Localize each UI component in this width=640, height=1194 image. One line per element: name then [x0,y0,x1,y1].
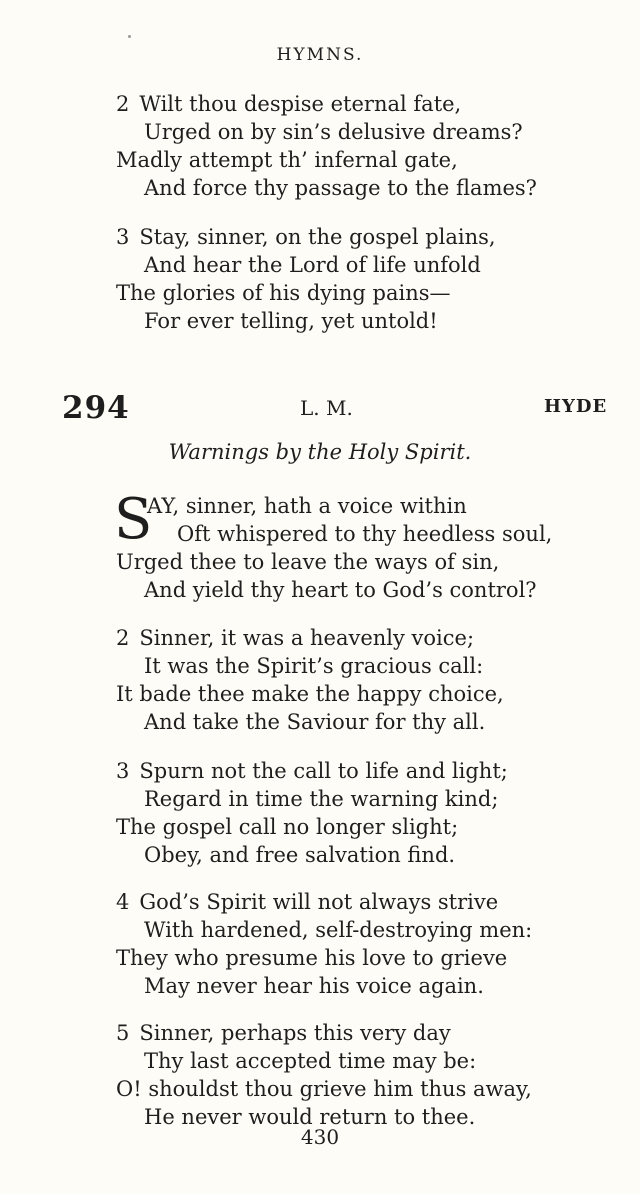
stanza-line: AY, sinner, hath a voice within [147,494,467,518]
stanza-number: 3 [116,225,130,249]
stanza-line-text: Wilt thou despise eternal fate, [139,92,462,116]
stanza-line [116,90,461,118]
stanza-line: For ever telling, yet untold! [144,309,438,333]
stanza-number: 2 [116,92,130,116]
stanza-line: Urged thee to leave the ways of sin, [116,550,500,574]
stanza-line: And force thy passage to the flames? [144,176,537,200]
stanza-line: They who presume his love to grieve [116,946,508,970]
stanza-line: It bade thee make the happy choice, [116,682,504,706]
stanza-line [116,757,508,785]
stanza-line [116,1019,451,1047]
stanza-line: The glories of his dying pains— [116,281,451,305]
stanza-line: May never hear his voice again. [144,974,484,998]
hymn-header [0,390,640,434]
stanza-line: And take the Saviour for thy all. [144,710,486,734]
stanza-line: O! shouldst thou grieve him thus away, [116,1077,532,1101]
stanza-line: It was the Spirit’s gracious call: [144,654,484,678]
stanza-line: The gospel call no longer slight; [116,815,459,839]
stanza-line: And hear the Lord of life unfold [144,253,481,277]
stanza-number: 5 [116,1021,130,1045]
hymn-title: Warnings by the Holy Spirit. [168,440,472,464]
stanza-line: With hardened, self-destroying men: [144,918,533,942]
stanza-number: 2 [116,626,130,650]
stanza-line-text: Spurn not the call to life and light; [139,759,508,783]
hymn-number: 294 [62,390,130,426]
stanza-line [116,888,498,916]
stanza-line: Obey, and free salvation find. [144,843,456,867]
stanza-line: He never would return to thee. [144,1105,476,1129]
page-number: 430 [300,1125,340,1149]
stanza-line-text: Stay, sinner, on the gospel plains, [139,225,496,249]
stanza-line: Oft whispered to thy heedless soul, [177,522,553,546]
stanza-number: 3 [116,759,130,783]
stanza-line-text: God’s Spirit will not always strive [139,890,499,914]
stanza-line [116,624,474,652]
stanza-line-text: Sinner, it was a heavenly voice; [139,626,475,650]
stanza-line: And yield thy heart to God’s control? [144,578,537,602]
stanza-line: Urged on by sin’s delusive dreams? [144,120,523,144]
hymn-tune: HYDE [544,396,608,417]
stanza-line: Thy last accepted time may be: [144,1049,477,1073]
stanza-line-text: Sinner, perhaps this very day [139,1021,451,1045]
stanza-line [116,223,496,251]
stanza-line: Regard in time the warning kind; [144,787,499,811]
stanza-line: Madly attempt th’ infernal gate, [116,148,458,172]
stanza-number: 4 [116,890,130,914]
print-speck [128,35,131,38]
drop-cap: S [114,487,153,552]
running-head: HYMNS. [276,45,364,65]
hymn-meter: L. M. [300,396,353,420]
